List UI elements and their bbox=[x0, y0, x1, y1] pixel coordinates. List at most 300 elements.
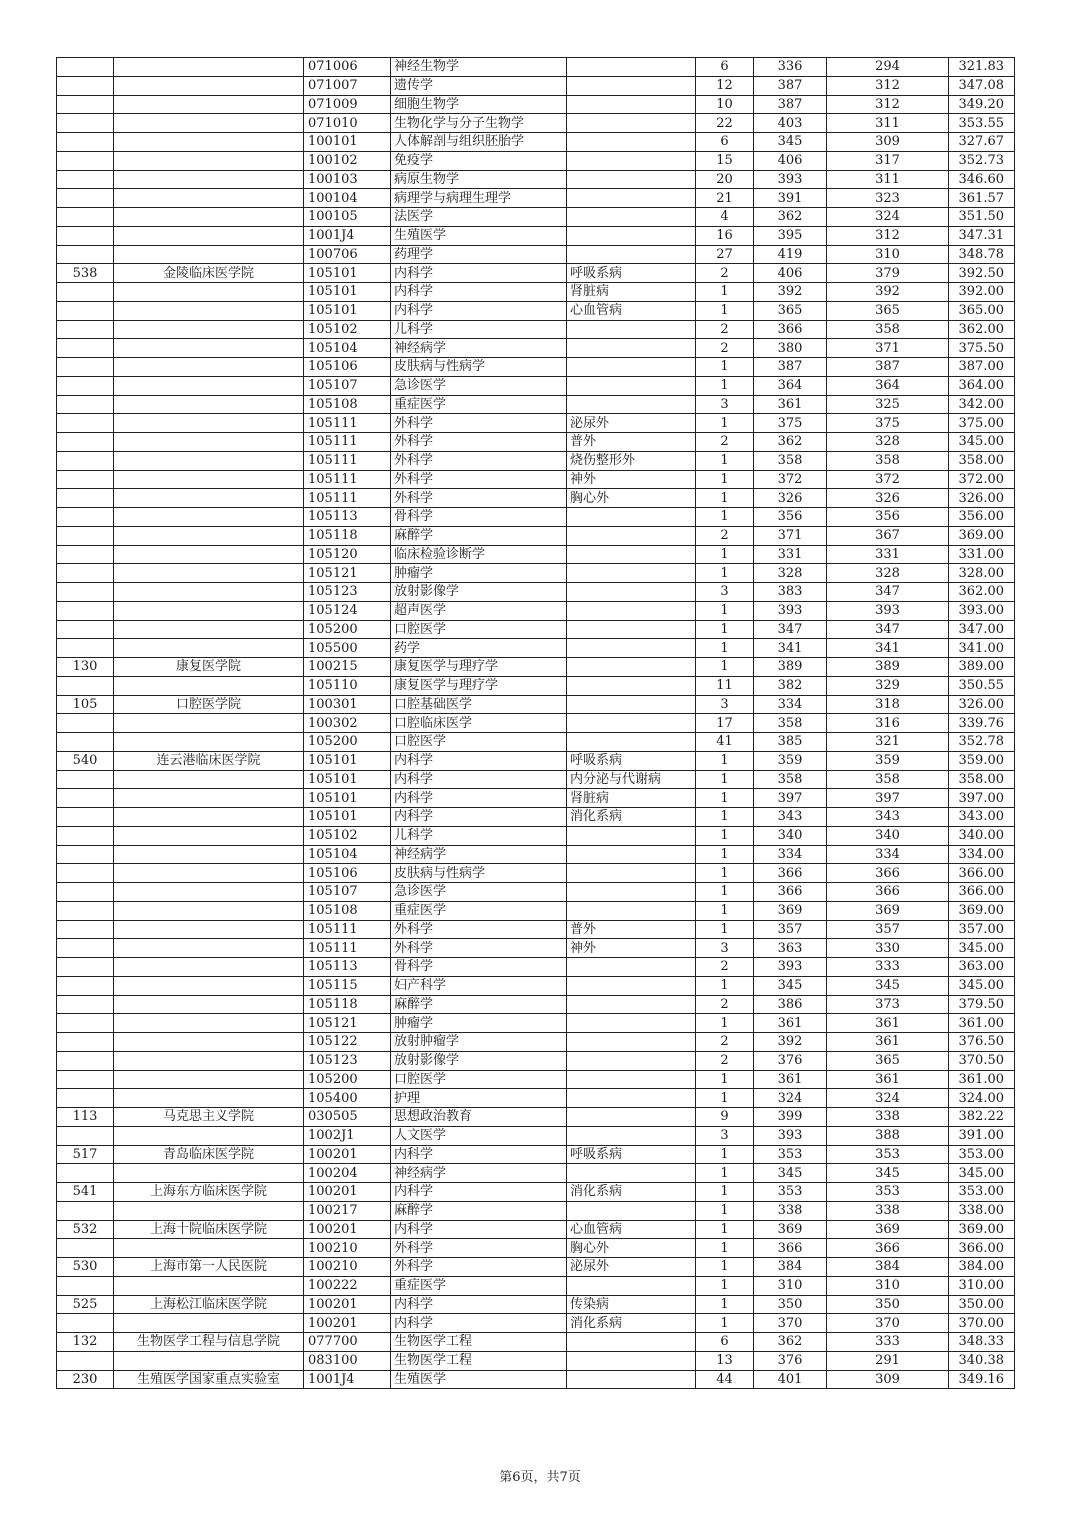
admitted-count-cell: 13 bbox=[696, 1351, 754, 1370]
admitted-count-cell: 1 bbox=[696, 770, 754, 789]
major-name-cell: 放射肿瘤学 bbox=[391, 1033, 567, 1052]
direction-cell bbox=[567, 1070, 696, 1089]
min-score-cell: 389 bbox=[827, 658, 949, 677]
major-name-cell: 超声医学 bbox=[391, 601, 567, 620]
admitted-count-cell: 21 bbox=[696, 189, 754, 208]
direction-cell bbox=[567, 76, 696, 95]
avg-score-cell: 393.00 bbox=[949, 601, 1015, 620]
major-code-cell: 100201 bbox=[304, 1145, 391, 1164]
admitted-count-cell: 1 bbox=[696, 283, 754, 302]
major-code-cell: 105111 bbox=[304, 920, 391, 939]
dept-name-cell bbox=[114, 1314, 304, 1333]
major-name-cell: 细胞生物学 bbox=[391, 95, 567, 114]
min-score-cell: 338 bbox=[827, 1108, 949, 1127]
major-name-cell: 口腔临床医学 bbox=[391, 714, 567, 733]
table-row bbox=[57, 976, 1015, 995]
min-score-cell: 294 bbox=[827, 58, 949, 77]
table-row bbox=[57, 489, 1015, 508]
dept-code-cell bbox=[57, 1033, 114, 1052]
major-name-cell: 内科学 bbox=[391, 789, 567, 808]
major-name-cell: 遗传学 bbox=[391, 76, 567, 95]
admitted-count-cell: 22 bbox=[696, 114, 754, 133]
avg-score-cell: 362.00 bbox=[949, 583, 1015, 602]
max-score-cell: 419 bbox=[754, 245, 827, 264]
avg-score-cell: 348.33 bbox=[949, 1333, 1015, 1352]
table-row bbox=[57, 958, 1015, 977]
max-score-cell: 358 bbox=[754, 714, 827, 733]
dept-name-cell bbox=[114, 414, 304, 433]
dept-code-cell bbox=[57, 451, 114, 470]
avg-score-cell: 389.00 bbox=[949, 658, 1015, 677]
max-score-cell: 362 bbox=[754, 208, 827, 227]
admitted-count-cell: 1 bbox=[696, 470, 754, 489]
dept-name-cell: 青岛临床医学院 bbox=[114, 1145, 304, 1164]
direction-cell bbox=[567, 1333, 696, 1352]
direction-cell bbox=[567, 1370, 696, 1389]
admitted-count-cell: 10 bbox=[696, 95, 754, 114]
major-code-cell: 100201 bbox=[304, 1183, 391, 1202]
dept-name-cell bbox=[114, 114, 304, 133]
min-score-cell: 358 bbox=[827, 320, 949, 339]
dept-name-cell: 马克思主义学院 bbox=[114, 1108, 304, 1127]
table-row bbox=[57, 601, 1015, 620]
major-name-cell: 内科学 bbox=[391, 301, 567, 320]
avg-score-cell: 361.00 bbox=[949, 1014, 1015, 1033]
major-code-cell: 105101 bbox=[304, 789, 391, 808]
major-code-cell: 1001J4 bbox=[304, 1370, 391, 1389]
major-name-cell: 放射影像学 bbox=[391, 583, 567, 602]
dept-name-cell bbox=[114, 395, 304, 414]
avg-score-cell: 345.00 bbox=[949, 433, 1015, 452]
max-score-cell: 383 bbox=[754, 583, 827, 602]
avg-score-cell: 361.00 bbox=[949, 1070, 1015, 1089]
dept-name-cell: 上海东方临床医学院 bbox=[114, 1183, 304, 1202]
major-code-cell: 105106 bbox=[304, 864, 391, 883]
min-score-cell: 353 bbox=[827, 1145, 949, 1164]
admitted-count-cell: 44 bbox=[696, 1370, 754, 1389]
table-row bbox=[57, 1108, 1015, 1127]
admitted-count-cell: 1 bbox=[696, 1145, 754, 1164]
admitted-count-cell: 6 bbox=[696, 1333, 754, 1352]
min-score-cell: 326 bbox=[827, 489, 949, 508]
table-row bbox=[57, 508, 1015, 527]
direction-cell bbox=[567, 676, 696, 695]
min-score-cell: 345 bbox=[827, 1164, 949, 1183]
admitted-count-cell: 1 bbox=[696, 901, 754, 920]
max-score-cell: 406 bbox=[754, 151, 827, 170]
major-name-cell: 口腔医学 bbox=[391, 620, 567, 639]
major-code-cell: 105123 bbox=[304, 583, 391, 602]
min-score-cell: 338 bbox=[827, 1201, 949, 1220]
dept-code-cell bbox=[57, 526, 114, 545]
max-score-cell: 387 bbox=[754, 95, 827, 114]
min-score-cell: 384 bbox=[827, 1258, 949, 1277]
table-row bbox=[57, 995, 1015, 1014]
max-score-cell: 386 bbox=[754, 995, 827, 1014]
table-row bbox=[57, 76, 1015, 95]
dept-name-cell bbox=[114, 1276, 304, 1295]
table-row bbox=[57, 151, 1015, 170]
major-name-cell: 内科学 bbox=[391, 808, 567, 827]
page-footer: 第6页，共7页 bbox=[499, 1470, 581, 1485]
dept-code-cell bbox=[57, 920, 114, 939]
min-score-cell: 312 bbox=[827, 95, 949, 114]
major-code-cell: 105111 bbox=[304, 939, 391, 958]
min-score-cell: 321 bbox=[827, 733, 949, 752]
major-code-cell: 100210 bbox=[304, 1239, 391, 1258]
direction-cell bbox=[567, 208, 696, 227]
dept-code-cell bbox=[57, 1126, 114, 1145]
avg-score-cell: 345.00 bbox=[949, 939, 1015, 958]
admitted-count-cell: 1 bbox=[696, 620, 754, 639]
max-score-cell: 363 bbox=[754, 939, 827, 958]
max-score-cell: 361 bbox=[754, 1014, 827, 1033]
major-code-cell: 100706 bbox=[304, 245, 391, 264]
dept-name-cell bbox=[114, 920, 304, 939]
admitted-count-cell: 2 bbox=[696, 526, 754, 545]
avg-score-cell: 353.00 bbox=[949, 1183, 1015, 1202]
dept-code-cell bbox=[57, 414, 114, 433]
min-score-cell: 367 bbox=[827, 526, 949, 545]
major-code-cell: 105200 bbox=[304, 1070, 391, 1089]
dept-code-cell bbox=[57, 1276, 114, 1295]
major-name-cell: 药学 bbox=[391, 639, 567, 658]
major-code-cell: 100103 bbox=[304, 170, 391, 189]
direction-cell: 泌尿外 bbox=[567, 414, 696, 433]
avg-score-cell: 321.83 bbox=[949, 58, 1015, 77]
max-score-cell: 372 bbox=[754, 470, 827, 489]
admitted-count-cell: 1 bbox=[696, 1201, 754, 1220]
direction-cell bbox=[567, 658, 696, 677]
table-row bbox=[57, 695, 1015, 714]
dept-name-cell bbox=[114, 526, 304, 545]
dept-name-cell bbox=[114, 1239, 304, 1258]
direction-cell bbox=[567, 358, 696, 377]
min-score-cell: 361 bbox=[827, 1033, 949, 1052]
table-row bbox=[57, 1351, 1015, 1370]
dept-code-cell bbox=[57, 358, 114, 377]
major-name-cell: 麻醉学 bbox=[391, 995, 567, 1014]
table-row bbox=[57, 526, 1015, 545]
admitted-count-cell: 1 bbox=[696, 564, 754, 583]
admitted-count-cell: 6 bbox=[696, 133, 754, 152]
avg-score-cell: 340.38 bbox=[949, 1351, 1015, 1370]
major-name-cell: 皮肤病与性病学 bbox=[391, 864, 567, 883]
dept-code-cell: 132 bbox=[57, 1333, 114, 1352]
major-code-cell: 100104 bbox=[304, 189, 391, 208]
dept-code-cell: 525 bbox=[57, 1295, 114, 1314]
table-row bbox=[57, 1089, 1015, 1108]
direction-cell bbox=[567, 170, 696, 189]
direction-cell: 肾脏病 bbox=[567, 283, 696, 302]
major-name-cell: 内科学 bbox=[391, 1220, 567, 1239]
major-name-cell: 病原生物学 bbox=[391, 170, 567, 189]
admitted-count-cell: 12 bbox=[696, 76, 754, 95]
min-score-cell: 310 bbox=[827, 1276, 949, 1295]
dept-name-cell bbox=[114, 170, 304, 189]
table-row bbox=[57, 714, 1015, 733]
major-name-cell: 儿科学 bbox=[391, 826, 567, 845]
table-row bbox=[57, 1276, 1015, 1295]
max-score-cell: 353 bbox=[754, 1145, 827, 1164]
min-score-cell: 317 bbox=[827, 151, 949, 170]
min-score-cell: 340 bbox=[827, 826, 949, 845]
admitted-count-cell: 1 bbox=[696, 301, 754, 320]
direction-cell bbox=[567, 395, 696, 414]
dept-name-cell: 金陵临床医学院 bbox=[114, 264, 304, 283]
admitted-count-cell: 1 bbox=[696, 414, 754, 433]
avg-score-cell: 349.16 bbox=[949, 1370, 1015, 1389]
dept-name-cell bbox=[114, 489, 304, 508]
major-name-cell: 骨科学 bbox=[391, 958, 567, 977]
min-score-cell: 357 bbox=[827, 920, 949, 939]
table-row bbox=[57, 358, 1015, 377]
admitted-count-cell: 1 bbox=[696, 508, 754, 527]
table-row bbox=[57, 883, 1015, 902]
min-score-cell: 311 bbox=[827, 170, 949, 189]
major-code-cell: 105123 bbox=[304, 1051, 391, 1070]
direction-cell bbox=[567, 976, 696, 995]
direction-cell: 心血管病 bbox=[567, 1220, 696, 1239]
table-row bbox=[57, 545, 1015, 564]
major-name-cell: 外科学 bbox=[391, 470, 567, 489]
dept-code-cell bbox=[57, 995, 114, 1014]
avg-score-cell: 391.00 bbox=[949, 1126, 1015, 1145]
table-row bbox=[57, 264, 1015, 283]
major-name-cell: 病理学与病理生理学 bbox=[391, 189, 567, 208]
direction-cell bbox=[567, 1276, 696, 1295]
admitted-count-cell: 1 bbox=[696, 1070, 754, 1089]
major-code-cell: 071006 bbox=[304, 58, 391, 77]
dept-code-cell bbox=[57, 676, 114, 695]
admitted-count-cell: 1 bbox=[696, 1220, 754, 1239]
dept-code-cell bbox=[57, 714, 114, 733]
major-code-cell: 105101 bbox=[304, 264, 391, 283]
dept-name-cell bbox=[114, 639, 304, 658]
min-score-cell: 358 bbox=[827, 451, 949, 470]
dept-name-cell: 连云港临床医学院 bbox=[114, 751, 304, 770]
avg-score-cell: 387.00 bbox=[949, 358, 1015, 377]
major-name-cell: 内科学 bbox=[391, 264, 567, 283]
dept-name-cell bbox=[114, 1014, 304, 1033]
direction-cell bbox=[567, 995, 696, 1014]
dept-name-cell bbox=[114, 208, 304, 227]
admitted-count-cell: 1 bbox=[696, 601, 754, 620]
avg-score-cell: 345.00 bbox=[949, 1164, 1015, 1183]
direction-cell bbox=[567, 226, 696, 245]
max-score-cell: 353 bbox=[754, 1183, 827, 1202]
max-score-cell: 393 bbox=[754, 170, 827, 189]
dept-name-cell: 上海十院临床医学院 bbox=[114, 1220, 304, 1239]
dept-name-cell bbox=[114, 1201, 304, 1220]
dept-name-cell bbox=[114, 545, 304, 564]
admitted-count-cell: 1 bbox=[696, 658, 754, 677]
max-score-cell: 366 bbox=[754, 883, 827, 902]
dept-code-cell: 540 bbox=[57, 751, 114, 770]
dept-name-cell bbox=[114, 283, 304, 302]
min-score-cell: 397 bbox=[827, 789, 949, 808]
dept-code-cell bbox=[57, 283, 114, 302]
major-code-cell: 105122 bbox=[304, 1033, 391, 1052]
dept-code-cell bbox=[57, 1070, 114, 1089]
dept-code-cell: 541 bbox=[57, 1183, 114, 1202]
table-row bbox=[57, 451, 1015, 470]
min-score-cell: 373 bbox=[827, 995, 949, 1014]
avg-score-cell: 353.00 bbox=[949, 1145, 1015, 1164]
max-score-cell: 387 bbox=[754, 358, 827, 377]
max-score-cell: 364 bbox=[754, 376, 827, 395]
dept-name-cell bbox=[114, 376, 304, 395]
max-score-cell: 356 bbox=[754, 508, 827, 527]
min-score-cell: 364 bbox=[827, 376, 949, 395]
direction-cell bbox=[567, 1033, 696, 1052]
min-score-cell: 350 bbox=[827, 1295, 949, 1314]
max-score-cell: 345 bbox=[754, 133, 827, 152]
admitted-count-cell: 11 bbox=[696, 676, 754, 695]
admitted-count-cell: 1 bbox=[696, 1276, 754, 1295]
max-score-cell: 362 bbox=[754, 1333, 827, 1352]
max-score-cell: 328 bbox=[754, 564, 827, 583]
avg-score-cell: 343.00 bbox=[949, 808, 1015, 827]
direction-cell bbox=[567, 508, 696, 527]
dept-code-cell bbox=[57, 939, 114, 958]
avg-score-cell: 352.78 bbox=[949, 733, 1015, 752]
min-score-cell: 324 bbox=[827, 208, 949, 227]
min-score-cell: 365 bbox=[827, 1051, 949, 1070]
direction-cell bbox=[567, 714, 696, 733]
table-row bbox=[57, 1258, 1015, 1277]
major-code-cell: 105102 bbox=[304, 320, 391, 339]
max-score-cell: 370 bbox=[754, 1314, 827, 1333]
avg-score-cell: 326.00 bbox=[949, 489, 1015, 508]
min-score-cell: 311 bbox=[827, 114, 949, 133]
major-code-cell: 105101 bbox=[304, 751, 391, 770]
min-score-cell: 345 bbox=[827, 976, 949, 995]
direction-cell bbox=[567, 189, 696, 208]
admitted-count-cell: 1 bbox=[696, 489, 754, 508]
dept-code-cell bbox=[57, 114, 114, 133]
major-name-cell: 急诊医学 bbox=[391, 883, 567, 902]
table-row bbox=[57, 826, 1015, 845]
direction-cell: 普外 bbox=[567, 433, 696, 452]
max-score-cell: 350 bbox=[754, 1295, 827, 1314]
major-code-cell: 105108 bbox=[304, 901, 391, 920]
major-name-cell: 药理学 bbox=[391, 245, 567, 264]
table-row bbox=[57, 1183, 1015, 1202]
min-score-cell: 328 bbox=[827, 433, 949, 452]
admitted-count-cell: 1 bbox=[696, 845, 754, 864]
admitted-count-cell: 3 bbox=[696, 583, 754, 602]
dept-name-cell: 口腔医学院 bbox=[114, 695, 304, 714]
admitted-count-cell: 2 bbox=[696, 320, 754, 339]
avg-score-cell: 372.00 bbox=[949, 470, 1015, 489]
avg-score-cell: 342.00 bbox=[949, 395, 1015, 414]
dept-code-cell: 130 bbox=[57, 658, 114, 677]
max-score-cell: 380 bbox=[754, 339, 827, 358]
admitted-count-cell: 2 bbox=[696, 433, 754, 452]
avg-score-cell: 339.76 bbox=[949, 714, 1015, 733]
dept-code-cell bbox=[57, 1051, 114, 1070]
max-score-cell: 334 bbox=[754, 845, 827, 864]
dept-name-cell bbox=[114, 583, 304, 602]
dept-name-cell: 康复医学院 bbox=[114, 658, 304, 677]
min-score-cell: 372 bbox=[827, 470, 949, 489]
avg-score-cell: 347.00 bbox=[949, 620, 1015, 639]
major-name-cell: 神经生物学 bbox=[391, 58, 567, 77]
major-name-cell: 妇产科学 bbox=[391, 976, 567, 995]
avg-score-cell: 347.31 bbox=[949, 226, 1015, 245]
avg-score-cell: 370.00 bbox=[949, 1314, 1015, 1333]
avg-score-cell: 347.08 bbox=[949, 76, 1015, 95]
major-code-cell: 105106 bbox=[304, 358, 391, 377]
dept-name-cell bbox=[114, 133, 304, 152]
max-score-cell: 389 bbox=[754, 658, 827, 677]
admitted-count-cell: 1 bbox=[696, 451, 754, 470]
major-code-cell: 100101 bbox=[304, 133, 391, 152]
major-name-cell: 护理 bbox=[391, 1089, 567, 1108]
major-code-cell: 100201 bbox=[304, 1314, 391, 1333]
max-score-cell: 331 bbox=[754, 545, 827, 564]
major-code-cell: 1002J1 bbox=[304, 1126, 391, 1145]
dept-code-cell bbox=[57, 1201, 114, 1220]
table-row bbox=[57, 1201, 1015, 1220]
min-score-cell: 328 bbox=[827, 564, 949, 583]
major-name-cell: 生物医学工程 bbox=[391, 1333, 567, 1352]
dept-name-cell bbox=[114, 958, 304, 977]
dept-code-cell bbox=[57, 1014, 114, 1033]
min-score-cell: 366 bbox=[827, 1239, 949, 1258]
max-score-cell: 385 bbox=[754, 733, 827, 752]
max-score-cell: 338 bbox=[754, 1201, 827, 1220]
avg-score-cell: 358.00 bbox=[949, 770, 1015, 789]
major-name-cell: 口腔医学 bbox=[391, 1070, 567, 1089]
min-score-cell: 366 bbox=[827, 864, 949, 883]
major-code-cell: 105110 bbox=[304, 676, 391, 695]
min-score-cell: 325 bbox=[827, 395, 949, 414]
admitted-count-cell: 2 bbox=[696, 264, 754, 283]
direction-cell bbox=[567, 114, 696, 133]
major-name-cell: 生殖医学 bbox=[391, 226, 567, 245]
major-name-cell: 麻醉学 bbox=[391, 526, 567, 545]
min-score-cell: 329 bbox=[827, 676, 949, 695]
avg-score-cell: 348.78 bbox=[949, 245, 1015, 264]
dept-code-cell bbox=[57, 639, 114, 658]
major-code-cell: 100201 bbox=[304, 1295, 391, 1314]
dept-name-cell bbox=[114, 151, 304, 170]
table-row bbox=[57, 1220, 1015, 1239]
admitted-count-cell: 1 bbox=[696, 1239, 754, 1258]
direction-cell bbox=[567, 58, 696, 77]
major-code-cell: 105104 bbox=[304, 339, 391, 358]
table-row bbox=[57, 583, 1015, 602]
major-code-cell: 105101 bbox=[304, 770, 391, 789]
dept-name-cell: 生殖医学国家重点实验室 bbox=[114, 1370, 304, 1389]
direction-cell bbox=[567, 376, 696, 395]
admitted-count-cell: 1 bbox=[696, 1164, 754, 1183]
max-score-cell: 358 bbox=[754, 451, 827, 470]
min-score-cell: 369 bbox=[827, 901, 949, 920]
min-score-cell: 387 bbox=[827, 358, 949, 377]
max-score-cell: 369 bbox=[754, 1220, 827, 1239]
dept-code-cell bbox=[57, 1239, 114, 1258]
major-code-cell: 105400 bbox=[304, 1089, 391, 1108]
admitted-count-cell: 1 bbox=[696, 808, 754, 827]
min-score-cell: 388 bbox=[827, 1126, 949, 1145]
admitted-count-cell: 1 bbox=[696, 1014, 754, 1033]
max-score-cell: 359 bbox=[754, 751, 827, 770]
max-score-cell: 334 bbox=[754, 695, 827, 714]
direction-cell bbox=[567, 133, 696, 152]
